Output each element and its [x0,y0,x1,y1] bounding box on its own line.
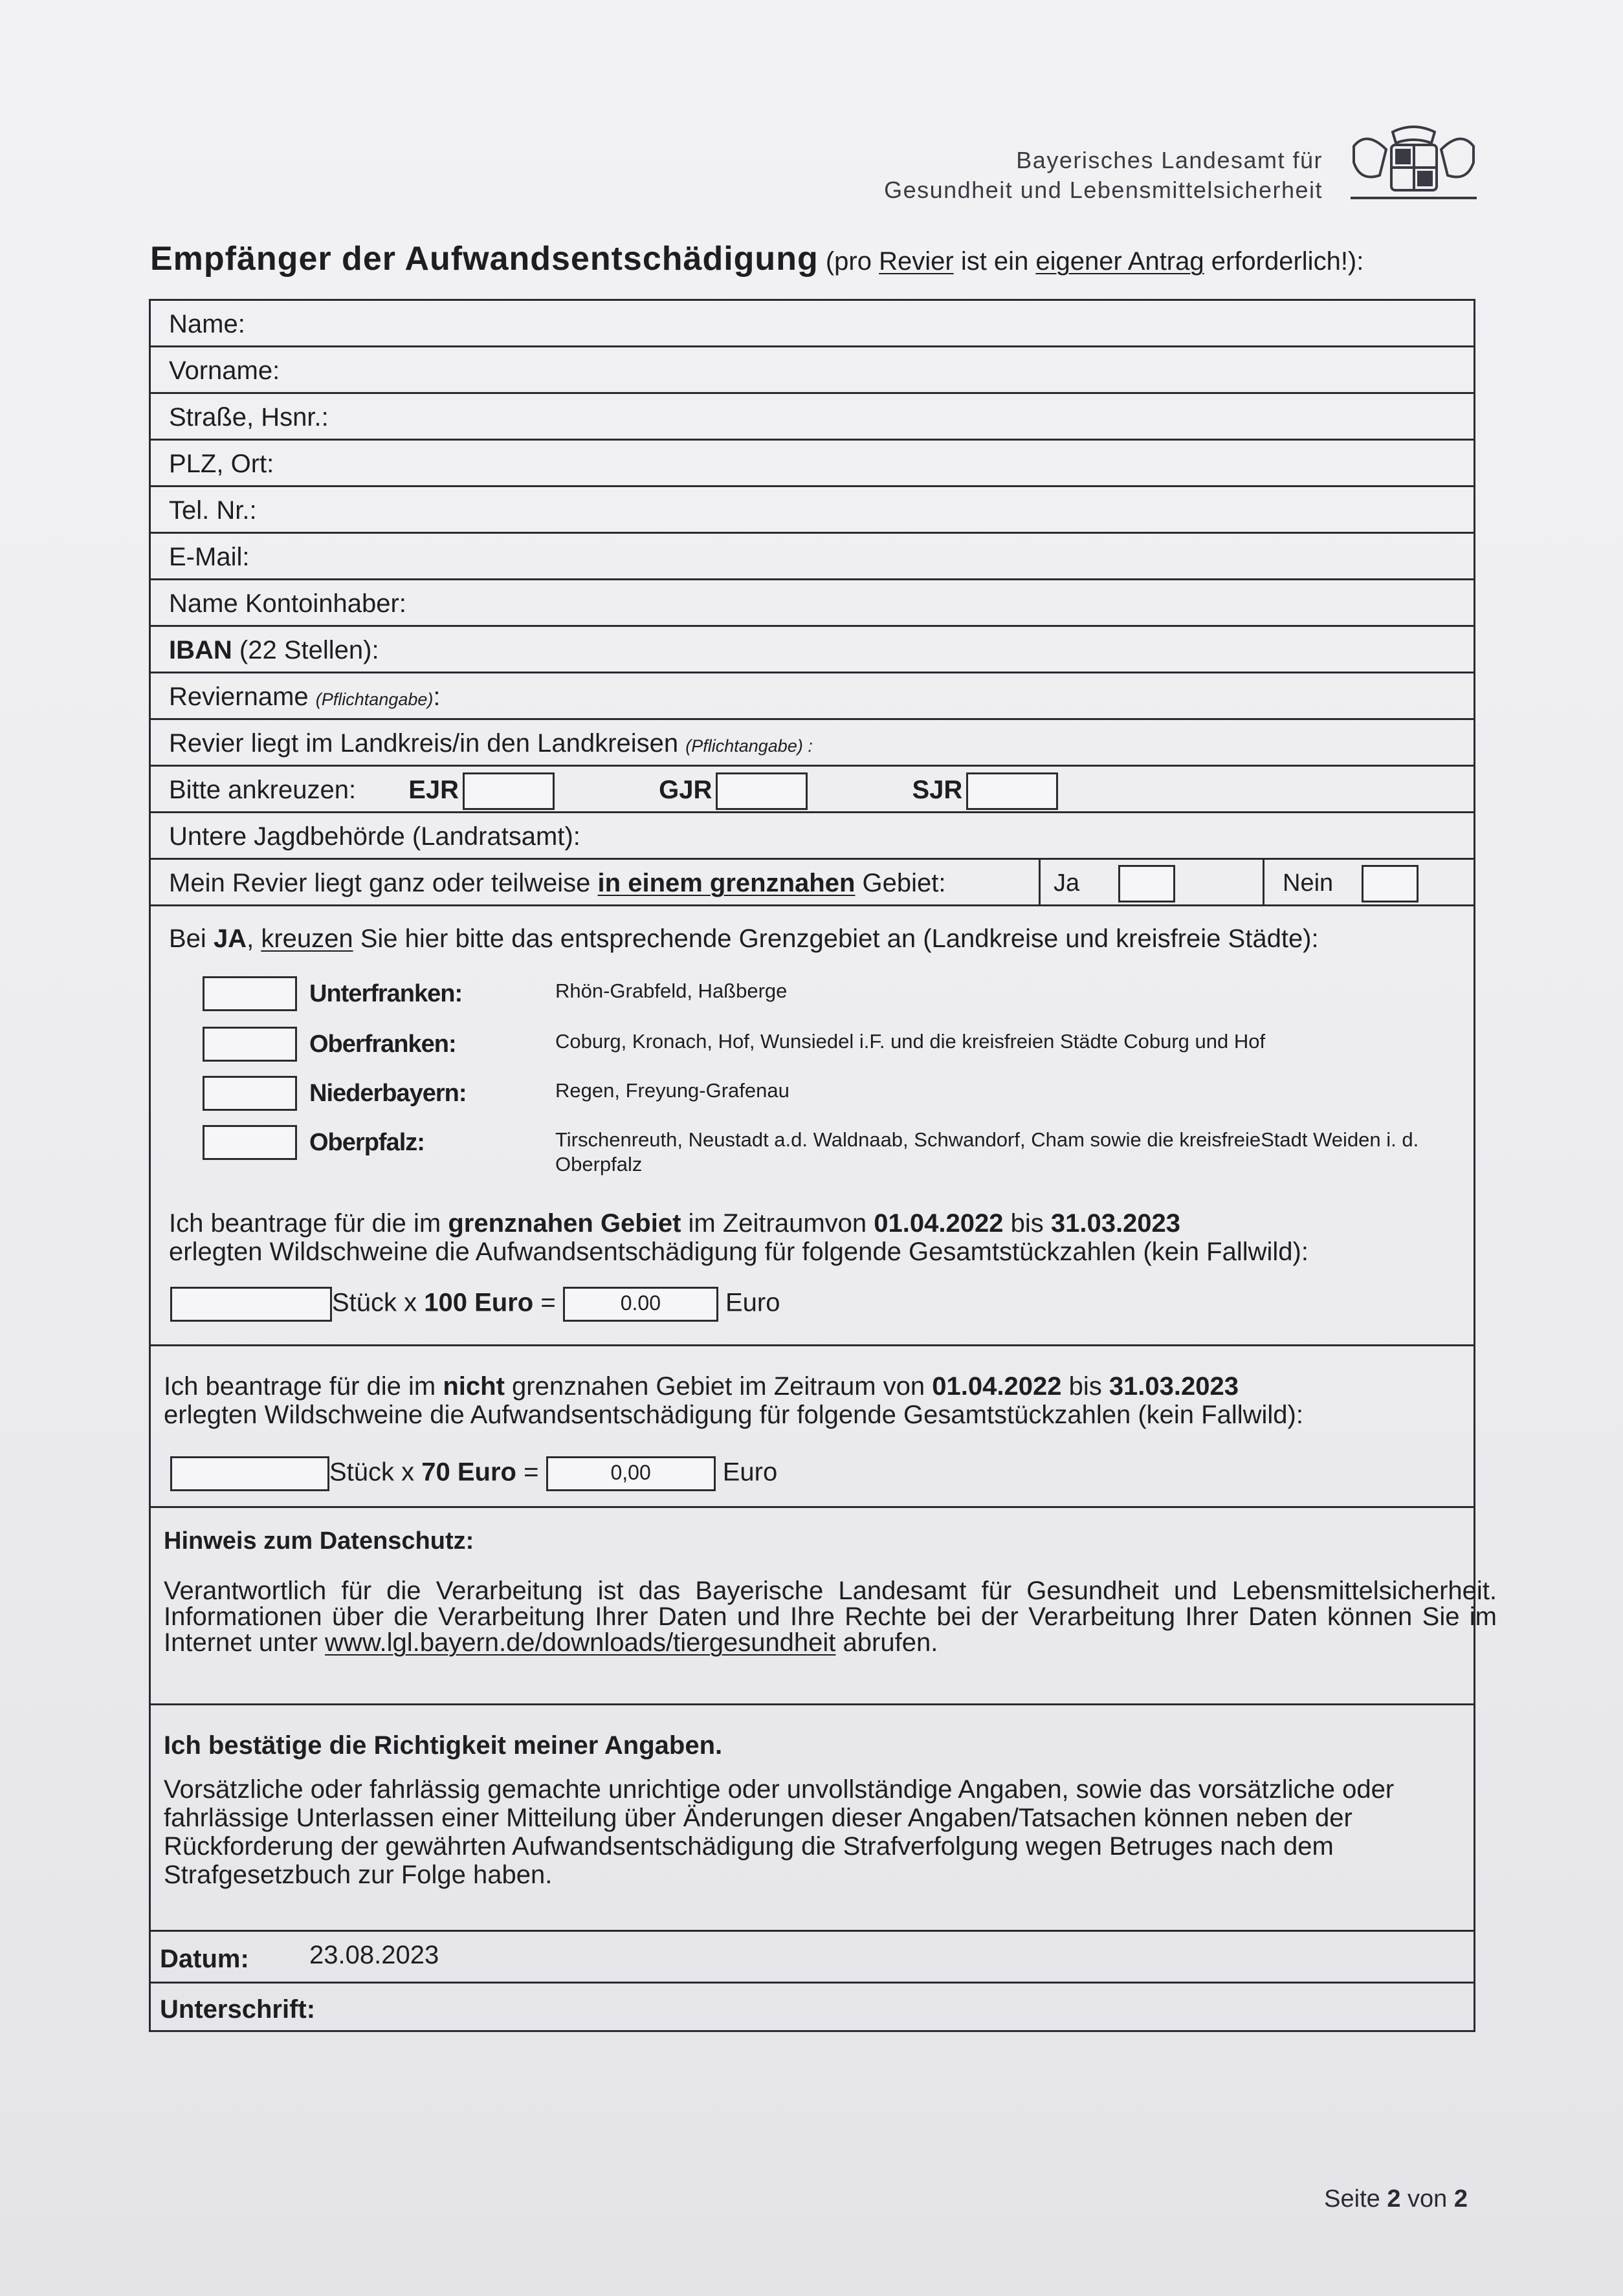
niederbayern-checkbox[interactable] [203,1076,297,1111]
border-area-section [149,906,1475,1346]
border-area-application-text: Ich beantrage für die im grenznahen Gebiet im Zeitraumvon 01.04.2022 bis 31.03.2023 erlegten Wildschweine die Aufwandsentschädigung für folgende Gesamtstückzahlen (kein Fallwild): [169,1209,1308,1266]
confirmation-heading: Ich bestätige die Richtigkeit meiner Angaben. [164,1731,723,1760]
privacy-text: Verantwortlich für die Verarbeitung ist das Bayerische Landesamt für Gesundheit und Lebensmittelsicherheit. Informationen über die Verarbeitung Ihrer Daten und Ihre Rechte bei der Verarbeitung Ihrer Daten können Sie im Internet unter www.lgl.bayern.de/downloads/tiergesundheit abrufen. [164,1577,1497,1657]
oberpfalz-checkbox[interactable] [203,1125,297,1160]
email-field[interactable]: E-Mail: [151,534,1474,580]
non-border-amount: 0,00 [546,1456,716,1491]
yes-checkbox[interactable] [1118,865,1175,902]
revier-name-field[interactable]: Reviername (Pflichtangabe): [151,673,1474,720]
street-field[interactable]: Straße, Hsnr.: [151,394,1474,441]
name-field[interactable]: Name: [151,301,1474,347]
border-area-question: Mein Revier liegt ganz oder teilweise in einem grenznahen Gebiet: Ja Nein [151,860,1474,906]
page-number: Seite 2 von 2 [1324,2185,1468,2213]
account-holder-field[interactable]: Name Kontoinhaber: [151,580,1474,627]
gjr-label: GJR [659,776,712,804]
gjr-checkbox[interactable] [716,772,808,810]
confirmation-section [149,1705,1475,1932]
border-area-intro: Bei JA, kreuzen Sie hier bitte das entsprechende Grenzgebiet an (Landkreise und kreisfreie Städte): [169,924,1319,953]
date-value[interactable]: 23.08.2023 [309,1941,439,1969]
date-label: Datum: [160,1945,249,1973]
non-border-count-input[interactable] [170,1456,329,1491]
privacy-link[interactable]: www.lgl.bayern.de/downloads/tiergesundheit [325,1628,836,1657]
signature-field[interactable] [345,1990,1445,2026]
non-border-application-text: Ich beantrage für die im nicht grenznahen Gebiet im Zeitraum von 01.04.2022 bis 31.03.2023 erlegten Wildschweine die Aufwandsentschädigung für folgende Gesamtstückzahlen (kein Fallwild): [164,1372,1303,1429]
no-option: Nein [1263,860,1478,906]
region-oberpfalz: Oberpfalz: Tirschenreuth, Neustadt a.d. Waldnaab, Schwandorf, Cham sowie die kreisfreieStadt Weiden i. d. Oberpfalz [203,1125,297,1164]
form-title [150,239,1364,278]
recipient-fields [149,299,1475,906]
ejr-checkbox[interactable] [463,772,555,810]
sjr-checkbox[interactable] [966,772,1058,810]
confirmation-text: Vorsätzliche oder fahrlässig gemachte unrichtige oder unvollständige Angaben, sowie das vorsätzliche oder fahrlässige Unterlassen einer Mitteilung über Änderungen dieser Angaben/Tatsachen können neben der Rückforderung der gewährten Aufwandsentschädigung die Strafverfolgung wegen Betruges nach dem Strafgesetzbuch zur Folge haben. [164,1775,1395,1889]
date-row [149,1932,1475,1984]
issuer-line-2: Gesundheit und Lebensmittelsicherheit [884,177,1323,203]
landkreis-field[interactable]: Revier liegt im Landkreis/in den Landkreisen (Pflichtangabe) : [151,720,1474,767]
yes-option: Ja [1039,860,1264,906]
unterfranken-checkbox[interactable] [203,976,297,1011]
region-oberfranken: Oberfranken: Coburg, Kronach, Hof, Wunsiedel i.F. und die kreisfreien Städte Coburg und Hof [203,1027,297,1066]
region-unterfranken: Unterfranken: Rhön-Grabfeld, Haßberge [203,976,297,1015]
form-title-note: (pro Revier ist ein eigener Antrag erforderlich!): [825,247,1364,276]
phone-field[interactable]: Tel. Nr.: [151,487,1474,534]
no-checkbox[interactable] [1362,865,1419,902]
signature-label: Unterschrift: [160,1995,316,2024]
privacy-heading: Hinweis zum Datenschutz: [164,1527,474,1555]
hunting-authority-field[interactable]: Untere Jagdbehörde (Landratsamt): [151,813,1474,860]
postcode-city-field[interactable]: PLZ, Ort: [151,441,1474,487]
hunting-type-row: Bitte ankreuzen: EJR GJR SJR [151,767,1474,813]
form-title-main: Empfänger der Aufwandsentschädigung [150,240,819,278]
border-area-amount: 0.00 [563,1287,718,1322]
iban-field[interactable]: IBAN (22 Stellen): [151,627,1474,673]
issuer-block [884,146,1323,205]
privacy-section [149,1508,1497,1705]
vorname-field[interactable]: Vorname: [151,347,1474,394]
ejr-label: EJR [408,776,459,804]
border-area-count-input[interactable] [170,1287,332,1322]
non-border-calculation: Stück x 70 Euro = 0,00 Euro [170,1456,777,1491]
issuer-line-1: Bayerisches Landesamt für [1016,147,1323,173]
signature-row [149,1984,1475,2032]
non-border-area-section [149,1346,1475,1508]
region-niederbayern: Niederbayern: Regen, Freyung-Grafenau [203,1076,297,1115]
oberfranken-checkbox[interactable] [203,1027,297,1062]
border-area-calculation: Stück x 100 Euro = 0.00 Euro [170,1287,780,1322]
sjr-label: SJR [912,776,963,804]
bavarian-coat-of-arms-icon [1341,120,1486,204]
recipient-form [149,299,1497,2032]
